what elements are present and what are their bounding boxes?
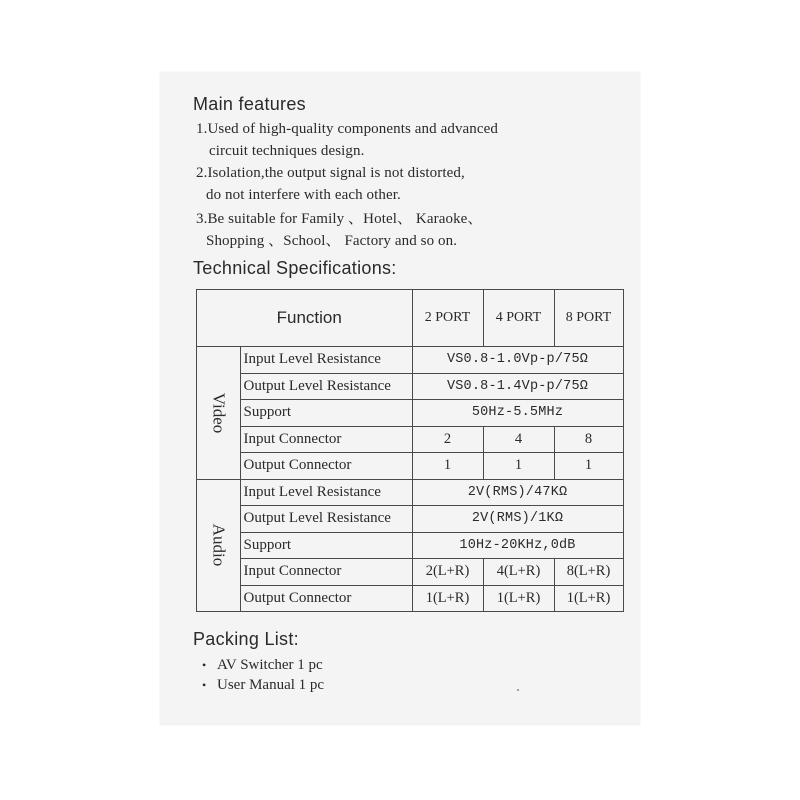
bullet-icon: • xyxy=(202,658,207,672)
row-value: 1 xyxy=(412,453,483,480)
row-label: Output Connector xyxy=(240,585,412,612)
audio-group-label: Audio xyxy=(197,479,241,612)
list-item xyxy=(202,657,323,674)
packing-item-text: AV Switcher 1 pc xyxy=(217,657,323,673)
row-value: 1 xyxy=(483,453,554,480)
row-label: Input Level Resistance xyxy=(240,347,412,374)
list-item xyxy=(202,677,324,694)
tech-specs-title: Technical Specifications: xyxy=(193,258,397,278)
port-8-header: 8 PORT xyxy=(554,290,623,347)
feature-3-line-2: Shopping 、School、 Factory and so on. xyxy=(206,233,458,249)
table-row xyxy=(197,506,624,533)
table-row xyxy=(197,400,624,427)
feature-2-line-2: do not interfere with each other. xyxy=(206,187,401,203)
feature-1-line-1: 1.Used of high-quality components and advanced xyxy=(196,121,499,137)
table-header-row xyxy=(197,290,624,347)
row-label: Input Connector xyxy=(240,426,412,453)
table-row xyxy=(197,532,624,559)
row-label: Output Level Resistance xyxy=(240,373,412,400)
row-value: 2(L+R) xyxy=(412,559,483,586)
table-row xyxy=(197,453,624,480)
row-value: 4 xyxy=(483,426,554,453)
table-row xyxy=(197,559,624,586)
table-row xyxy=(197,373,624,400)
row-value: 2 xyxy=(412,426,483,453)
main-features-title: Main features xyxy=(193,94,306,114)
row-value: 10Hz-20KHz,0dB xyxy=(412,532,623,559)
row-value: VS0.8-1.0Vp-p/75Ω xyxy=(412,347,623,374)
video-group-label: Video xyxy=(197,347,241,480)
row-value: 50Hz-5.5MHz xyxy=(412,400,623,427)
row-value: 8 xyxy=(554,426,623,453)
table-row xyxy=(197,347,624,374)
port-2-header: 2 PORT xyxy=(412,290,483,347)
row-label: Output Connector xyxy=(240,453,412,480)
row-value: 1(L+R) xyxy=(554,585,623,612)
row-value: 1(L+R) xyxy=(412,585,483,612)
table-row xyxy=(197,479,624,506)
row-label: Support xyxy=(240,532,412,559)
row-value: 1 xyxy=(554,453,623,480)
function-header: Function xyxy=(197,290,413,347)
row-label: Support xyxy=(240,400,412,427)
row-value: 2V(RMS)/1KΩ xyxy=(412,506,623,533)
packing-list-title: Packing List: xyxy=(193,629,299,649)
feature-2-line-1: 2.Isolation,the output signal is not distorted, xyxy=(196,165,465,181)
paper-speck xyxy=(517,689,519,691)
row-label: Input Level Resistance xyxy=(240,479,412,506)
bullet-icon: • xyxy=(202,678,207,692)
row-value: 1(L+R) xyxy=(483,585,554,612)
packing-item-text: User Manual 1 pc xyxy=(217,677,325,693)
table-row xyxy=(197,585,624,612)
feature-3-line-1: 3.Be suitable for Family 、Hotel、 Karaoke、 xyxy=(196,211,483,227)
row-value: 8(L+R) xyxy=(554,559,623,586)
table-row xyxy=(197,426,624,453)
port-4-header: 4 PORT xyxy=(483,290,554,347)
row-value: 2V(RMS)/47KΩ xyxy=(412,479,623,506)
row-label: Input Connector xyxy=(240,559,412,586)
spec-table xyxy=(196,289,624,612)
row-value: VS0.8-1.4Vp-p/75Ω xyxy=(412,373,623,400)
row-label: Output Level Resistance xyxy=(240,506,412,533)
feature-1-line-2: circuit techniques design. xyxy=(209,143,365,159)
manual-page xyxy=(160,72,640,725)
row-value: 4(L+R) xyxy=(483,559,554,586)
